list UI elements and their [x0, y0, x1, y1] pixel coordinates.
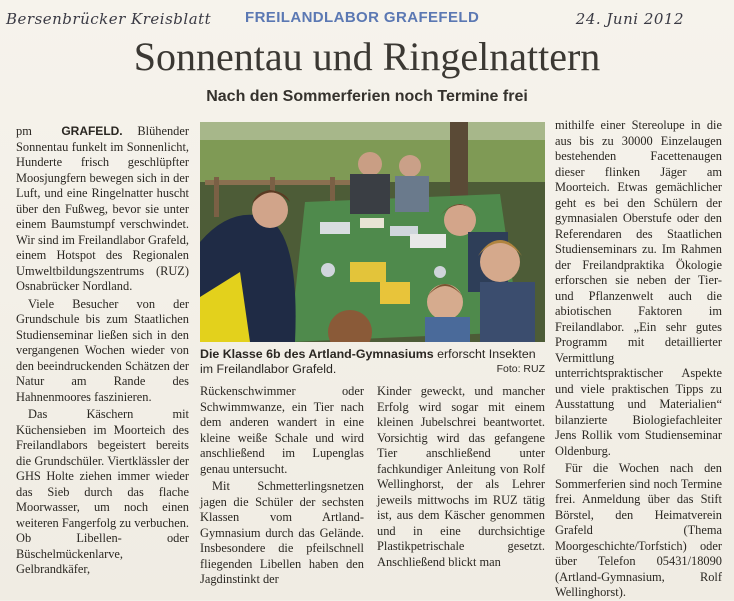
- lead-text: Blühender Sonnentau funkelt im Sonnenlicht, Hunderte frisch geschlüpfter Moosjungfern bewegen sich in der Luft, und eine Ringelnatter huscht über den Fußweg, bevor sie unter einem Baumstumpf verschwindet. Wir sind im Freilandlabor Grafeld, einem Hotspot des Regionalen Umweltbildungszentrums (RUZ) Osnabrücker Nordland.: [16, 124, 189, 293]
- byline: pm: [16, 124, 32, 138]
- paragraph: Viele Besucher von der Grundschule bis zum Staatlichen Studienseminar ließen sich in den vergangenen Wochen wieder von den beeindruckenden Schätzen der Natur am Rande des Hahnenmoores faszinieren.: [16, 296, 189, 404]
- caption-text: erforscht Insekten im Freilandlabor Grafeld.: [200, 347, 536, 376]
- photo-credit: Foto: RUZ: [496, 363, 545, 375]
- handwritten-source-note: Bersenbrücker Kreisblatt: [6, 10, 212, 28]
- dateline: GRAFELD.: [61, 124, 123, 138]
- paragraph: mithilfe einer Stereolupe in die aus bis zu 30000 Einzelaugen bestehenden Facettenaugen dieser flinken Jäger am Moorteich. Etwas gemächlicher geht es bei den Schülern der gymnasialen Oberstufe oder den Referendaren des Staatlichen Studienseminars zu. Im Rahmen der Freilandpraktika Ökologie erforschen sie neben der Tier- und Pflanzenwelt auch die abiotischen Faktoren im Freilandlabor. „Ein sehr gutes Programm mit detaillierter Vermittlung unterrichtspraktischer Aspekte und viele praktischen Tipps zu Ausstattung und Materialien“ bilanzierte Biologiefachleiter Jens Rollik vom Studienseminar Oldenburg.: [555, 118, 722, 458]
- handwritten-date-note: 24. Juni 2012: [575, 10, 684, 28]
- article-column-1: [16, 124, 189, 578]
- article-column-2b: [377, 384, 545, 570]
- photo-caption: [200, 347, 545, 377]
- photo-illustration: [200, 122, 545, 342]
- lead-paragraph: [16, 124, 189, 295]
- subheadline: Nach den Sommerferien noch Termine frei: [206, 88, 528, 105]
- headline: Sonnentau und Ringelnattern: [133, 34, 601, 79]
- section-kicker: FREILANDLABOR GRAFEFELD: [245, 9, 480, 26]
- caption-bold: Die Klasse 6b des Artland-Gymnasiums: [200, 347, 434, 361]
- article-photo: [200, 122, 545, 342]
- article-column-2a: [200, 384, 364, 588]
- paragraph: Kinder geweckt, und mancher Erfolg wird sogar mit einem kleinen Jubelschrei beantwortet. Vorsichtig wird das gefangene Tier anschließend unter fachkundiger Anleitung von Rolf Wellinghorst, der als Lehrer jeweils mittwochs im RUZ tätig ist, aus dem Käscher genommen und in eine durchsichtige Plastikpetrischale gesetzt. Anschließend blickt man: [377, 384, 545, 569]
- article-column-3: [555, 118, 722, 601]
- paragraph: Mit Schmetterlingsnetzen jagen die Schüler der sechsten Klassen vom Artland-Gymnasium durch das Gelände. Insbesondere die pfeilschnell fliegenden Libellen haben den Jagdinstinkt der: [200, 479, 364, 586]
- paragraph: Rückenschwimmer oder Schwimmwanze, ein Tier nach dem anderen wandert in eine kleine weiße Schale und wird anschließend im Lupenglas genau untersucht.: [200, 384, 364, 476]
- paragraph: Das Käschern mit Küchensieben im Moorteich des Freilandlabors begeistert bereits die Grundschüler. Viertklässler der GHS Holte ziehen immer wieder das Sieb durch das flache Moorwasser, um noch einen weiteren Fangerfolg zu verbuchen. Ob Libellen- oder Büschelmückenlarve, Gelbrandkäfer,: [16, 407, 189, 576]
- paragraph: Für die Wochen nach den Sommerferien sind noch Termine frei. Anmeldung über das Stift Börstel, den Heimatverein Grafeld (Thema Moorgeschichte/Torfstich) oder über Telefon 05431/18090 (Artland-Gymnasium, Rolf Wellinghorst).: [555, 461, 722, 599]
